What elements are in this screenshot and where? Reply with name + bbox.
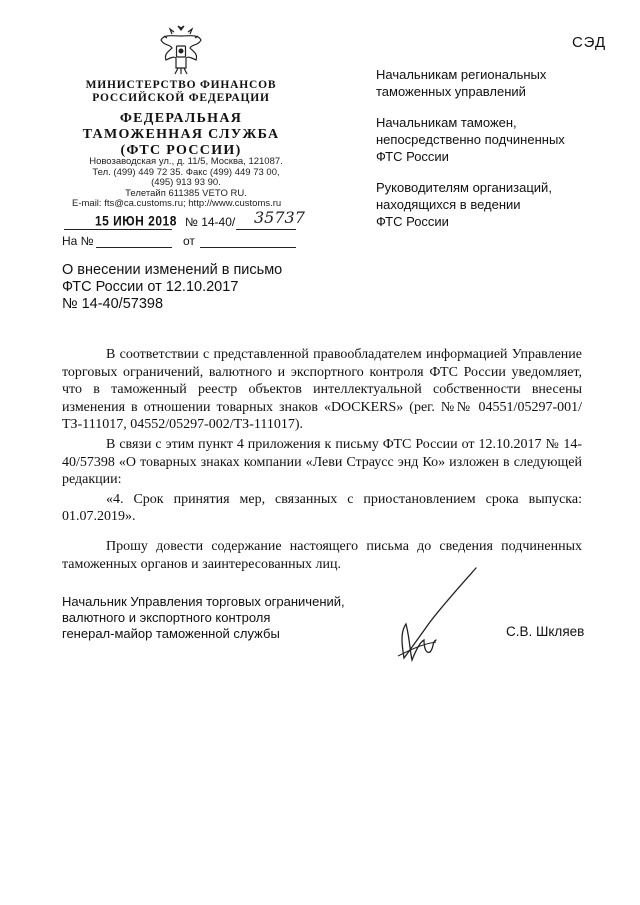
body-paragraph: В связи с этим пункт 4 приложения к письму ФТС России от 12.10.2017 № 14-40/57398 «О товарных знаках компании «Леви Страусс энд Ко» изложен в следующей редакции: <box>62 436 582 488</box>
document-system-mark: СЭД <box>572 34 607 51</box>
coat-of-arms-emblem <box>158 24 204 76</box>
letter-body <box>62 346 582 573</box>
signatory-name: С.В. Шкляев <box>506 624 585 639</box>
service-contacts: Новозаводская ул., д. 11/5, Москва, 121087. Тел. (499) 449 72 35. Факс (499) 449 73 00, (495) 913 93 90. Телетайп 611385 VETO RU. E-mail: fts@ca.customs.ru; http://www.customs.ru <box>72 156 283 209</box>
body-paragraph: «4. Срок принятия мер, связанных с приостановлением срока выпуска: 01.07.2019». <box>62 491 582 525</box>
number-underline <box>236 229 296 230</box>
reply-to-date-label: от <box>183 234 195 248</box>
reply-date-underline <box>200 247 296 248</box>
letter-subject: О внесении изменений в письмо ФТС России от 12.10.2017 № 14-40/57398 <box>62 262 283 312</box>
body-paragraph: В соответствии с представленной правообладателем информацией Управление торговых ограничений, валютного и экспортного контроля ФТС России уведомляет, что в таможенный реестр объектов интеллектуальной собственности внесены изменения в отношении товарных знаков «DOCKERS» (рег. №№ 04551/05297-001/ТЗ-111017, 04552/05297-002/ТЗ-111017). <box>62 347 582 433</box>
addressee-regional: Начальникам региональных таможенных управлений <box>376 67 547 99</box>
addressees-block <box>376 66 596 244</box>
reply-number-underline <box>96 247 172 248</box>
date-underline <box>64 229 172 230</box>
date-stamp: 15 ИЮН 2018 <box>95 212 177 230</box>
service-name: ФЕДЕРАЛЬНАЯ ТАМОЖЕННАЯ СЛУЖБА (ФТС РОССИИ) <box>82 111 280 158</box>
handwritten-signature <box>380 560 490 670</box>
signatory-position: Начальник Управления торговых ограничений, валютного и экспортного контроля генерал-майор таможенной службы <box>62 594 345 641</box>
addressee-customs: Начальникам таможен, непосредственно подчиненных ФТС России <box>376 115 565 164</box>
outgoing-number-handwritten: 35737 <box>254 208 305 227</box>
ministry-name: МИНИСТЕРСТВО ФИНАНСОВ РОССИЙСКОЙ ФЕДЕРАЦИИ <box>85 79 277 104</box>
reply-to-number-label: На № <box>62 234 94 248</box>
outgoing-number-label: № 14-40/ <box>185 215 236 229</box>
body-paragraph: Прошу довести содержание настоящего письма до сведения подчиненных таможенных органов и заинтересованных лиц. <box>62 538 582 572</box>
addressee-organizations: Руководителям организаций, находящихся в ведении ФТС России <box>376 180 552 229</box>
